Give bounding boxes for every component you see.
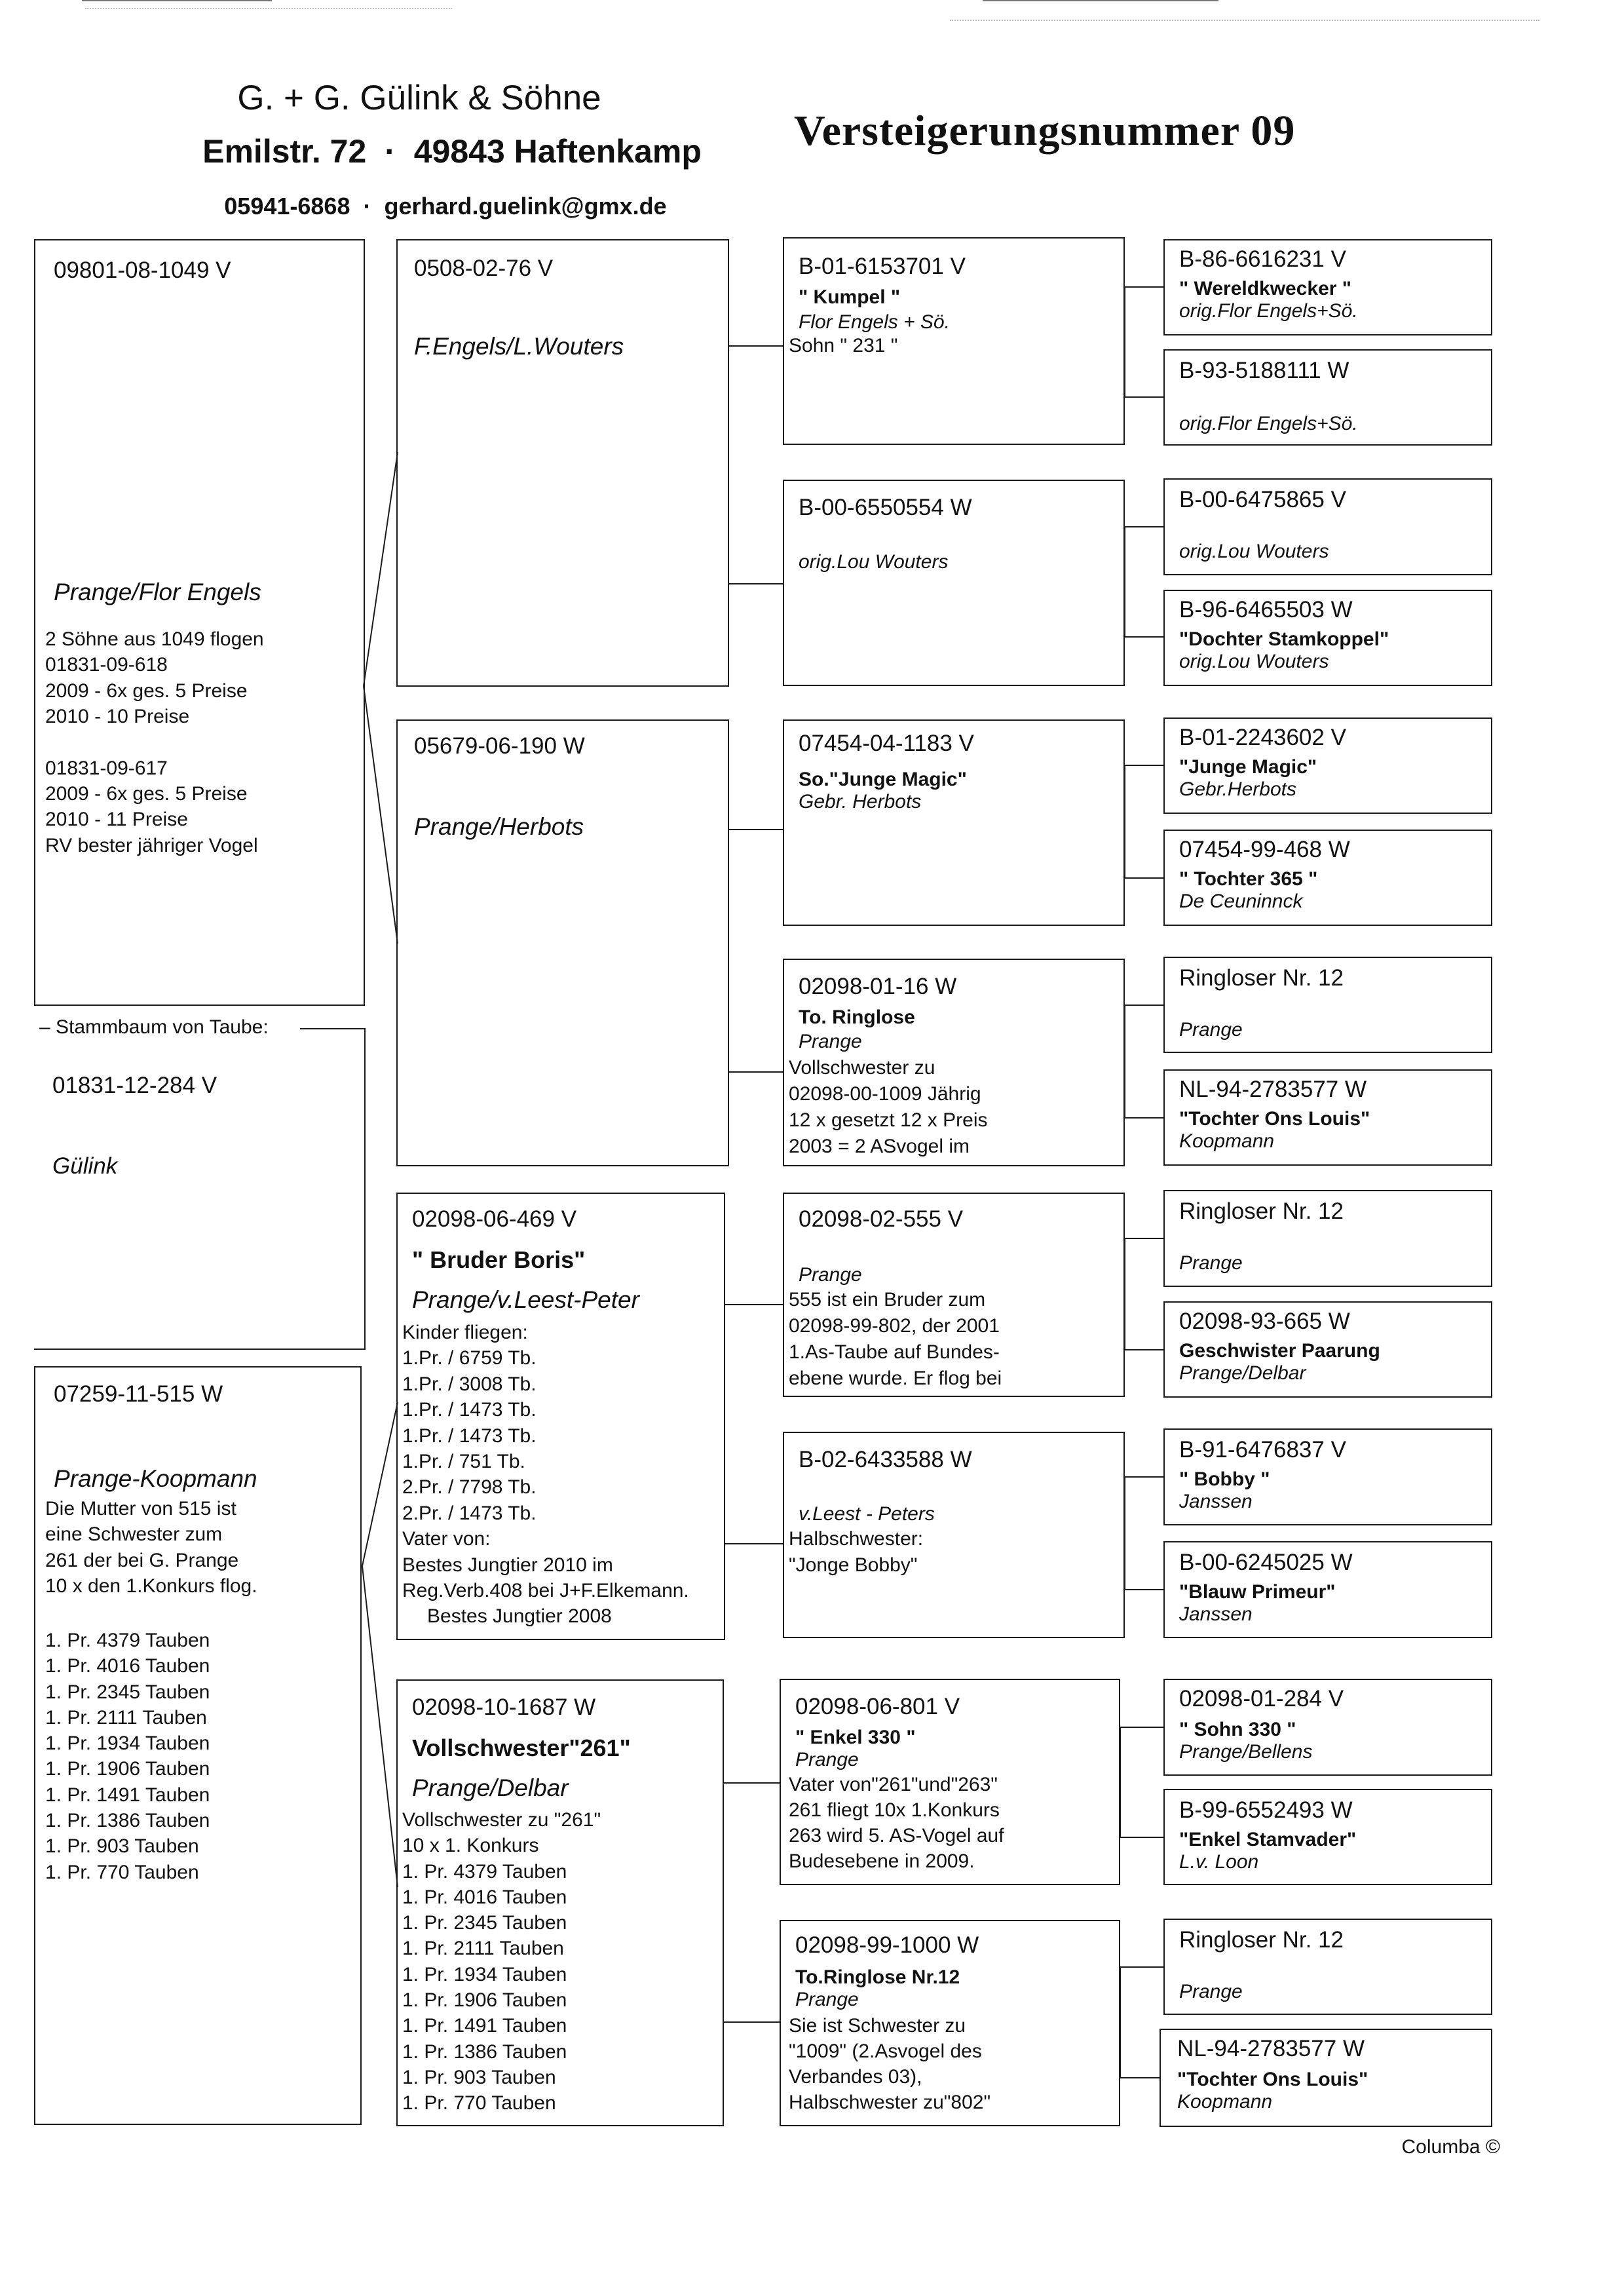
origin: Prange/Flor Engels — [54, 579, 261, 605]
note-line: 555 ist ein Bruder zum — [789, 1289, 986, 1311]
ring-number: 07259-11-515 W — [54, 1381, 223, 1407]
note-line: Vater von: — [402, 1528, 491, 1550]
note-line: Vollschwester zu — [789, 1057, 935, 1079]
note-line: 1.Pr. / 6759 Tb. — [402, 1347, 537, 1369]
mother-card — [34, 1366, 362, 2125]
origin: orig.Lou Wouters — [1179, 541, 1329, 562]
pigeon-name: "Junge Magic" — [1179, 756, 1317, 778]
dam-notes — [402, 1807, 601, 2116]
dam-card — [396, 1679, 724, 2126]
gen3-notes — [789, 1055, 988, 1160]
gen3-card — [783, 959, 1125, 1166]
note-line: Reg.Verb.408 bei J+F.Elkemann. — [402, 1580, 689, 1602]
note-line: 263 wird 5. AS-Vogel auf — [789, 1825, 1004, 1846]
origin: Flor Engels + Sö. — [799, 311, 950, 333]
email-link[interactable]: gerhard.guelink@gmx.de — [384, 193, 667, 220]
pigeon-name: "Enkel Stamvader" — [1179, 1829, 1357, 1850]
gen4-card — [1163, 1428, 1492, 1525]
pigeon-name: " Kumpel " — [799, 286, 901, 308]
pigeon-name: " Tochter 365 " — [1179, 868, 1318, 890]
gen3-card — [780, 1920, 1120, 2126]
ring-number: 07454-99-468 W — [1179, 837, 1350, 862]
ring-number: 02098-06-801 V — [795, 1694, 960, 1719]
note-line: 1. Pr. 4016 Tauben — [402, 1886, 567, 1908]
origin: Prange/Herbots — [414, 813, 584, 840]
origin: Prange — [799, 1031, 862, 1052]
note-line: Bestes Jungtier 2008 — [427, 1605, 612, 1628]
pigeon-name: To. Ringlose — [799, 1006, 915, 1028]
connector — [723, 1782, 780, 1784]
note-line: 1. Pr. 2111 Tauben — [402, 1938, 564, 1960]
breeder-address — [157, 131, 747, 172]
gen4-card — [1163, 1190, 1492, 1287]
prize-line: 1. Pr. 4379 Tauben — [45, 1630, 210, 1651]
origin: Prange/Bellens — [1179, 1741, 1313, 1763]
gen3-card — [780, 1679, 1120, 1885]
prize-line: 1. Pr. 1906 Tauben — [45, 1758, 210, 1780]
sire-card — [396, 1193, 725, 1640]
note-line: "Jonge Bobby" — [789, 1554, 918, 1576]
pigeon-name: " Wereldkwecker " — [1179, 278, 1352, 299]
note-line: 1. Pr. 770 Tauben — [402, 2092, 556, 2114]
ring-number: 02098-02-555 V — [799, 1206, 964, 1232]
note-line: Die Mutter von 515 ist — [45, 1498, 236, 1520]
pigeon-name: "Blauw Primeur" — [1179, 1581, 1336, 1603]
father-card — [396, 239, 729, 687]
stammbaum-rule — [34, 1349, 366, 1350]
pigeon-name: Vollschwester"261" — [412, 1734, 631, 1761]
gen4-card — [1163, 1919, 1492, 2015]
pigeon-name: So."Junge Magic" — [799, 769, 967, 790]
prize-line: 1. Pr. 4016 Tauben — [45, 1655, 210, 1677]
pigeon-name: Geschwister Paarung — [1179, 1340, 1380, 1362]
ring-number: 02098-01-284 V — [1179, 1686, 1344, 1712]
ring-number: 05679-06-190 W — [414, 733, 585, 759]
note-line: 02098-00-1009 Jährig — [789, 1083, 981, 1105]
gen4-card — [1163, 349, 1492, 446]
origin: orig.Lou Wouters — [1179, 651, 1329, 672]
origin: F.Engels/L.Wouters — [414, 333, 624, 360]
note-line: 1. Pr. 2345 Tauben — [402, 1912, 567, 1934]
mother-notes — [45, 1496, 257, 1599]
note-line: Kinder fliegen: — [402, 1322, 528, 1343]
note-line: RV bester jähriger Vogel — [45, 834, 258, 856]
origin: Prange-Koopmann — [54, 1465, 257, 1492]
note-line: 2.Pr. / 7798 Tb. — [402, 1476, 537, 1499]
ring-number: 02098-99-1000 W — [795, 1932, 979, 1958]
note-line: 2 Söhne aus 1049 flogen — [45, 628, 264, 650]
street: Emilstr. 72 — [202, 133, 367, 170]
origin: Prange — [795, 1749, 859, 1770]
ring-number: 0508-02-76 V — [414, 256, 554, 281]
phone: 05941-6868 — [224, 193, 350, 220]
note-line: Sohn " 231 " — [789, 335, 898, 356]
origin: Prange/Delbar — [1179, 1362, 1306, 1384]
origin: Prange — [795, 1989, 859, 2010]
gen4-card — [1163, 718, 1492, 814]
note-line: 1.Pr. / 3008 Tb. — [402, 1373, 537, 1395]
note-line: 1. Pr. 1491 Tauben — [402, 2015, 567, 2037]
note-line: Verbandes 03), — [789, 2066, 922, 2088]
connector — [725, 1304, 783, 1305]
scan-artifact — [85, 8, 452, 9]
scan-artifact — [950, 20, 1539, 21]
prize-line: 1. Pr. 1491 Tauben — [45, 1784, 210, 1806]
note-line: 261 fliegt 10x 1.Konkurs — [789, 1799, 1000, 1821]
gen4-card — [1163, 830, 1492, 926]
note-line: "1009" (2.Asvogel des — [789, 2040, 982, 2062]
note-line: Halbschwester zu"802" — [789, 2092, 991, 2113]
note-line: Vater von"261"und"263" — [789, 1774, 998, 1795]
gen3-card — [783, 1193, 1125, 1397]
connector — [728, 1071, 783, 1073]
performance-notes — [45, 626, 264, 858]
ring-number: 02098-93-665 W — [1179, 1309, 1350, 1334]
stammbaum-origin: Gülink — [52, 1153, 118, 1179]
note-line: 1.As-Taube auf Bundes- — [789, 1341, 1000, 1363]
ring-number: B-00-6245025 W — [1179, 1550, 1353, 1575]
note-line: 1. Pr. 1934 Tauben — [402, 1963, 567, 1985]
origin: orig.Lou Wouters — [799, 551, 949, 573]
breeder-name: G. + G. Gülink & Söhne — [237, 79, 601, 117]
city: 49843 Haftenkamp — [413, 133, 702, 170]
ring-number: 02098-10-1687 W — [412, 1694, 596, 1720]
gen3-card — [783, 719, 1125, 926]
origin: Prange — [1179, 1981, 1243, 2002]
ring-number: B-00-6550554 W — [799, 495, 972, 520]
note-line: Sie ist Schwester zu — [789, 2015, 966, 2037]
gen4-card — [1163, 590, 1492, 686]
note-line: Bestes Jungtier 2010 im — [402, 1554, 613, 1576]
note-line: 10 x den 1.Konkurs flog. — [45, 1575, 257, 1598]
note-line: ebene wurde. Er flog bei — [789, 1368, 1002, 1389]
note-line: 2009 - 6x ges. 5 Preise — [45, 783, 248, 805]
note-line: 2010 - 10 Preise — [45, 706, 190, 728]
connector — [728, 583, 783, 584]
note-line: 02098-99-802, der 2001 — [789, 1315, 1000, 1337]
origin: Koopmann — [1179, 1130, 1275, 1152]
gen3-notes — [789, 1772, 1004, 1874]
prize-line: 1. Pr. 770 Tauben — [45, 1861, 199, 1883]
ring-number: B-99-6552493 W — [1179, 1797, 1353, 1823]
ring-number: 02098-06-469 V — [412, 1206, 577, 1232]
note-line: 2010 - 11 Preise — [45, 809, 188, 831]
pigeon-name: " Bruder Boris" — [412, 1246, 586, 1273]
prize-line: 1. Pr. 1386 Tauben — [45, 1810, 210, 1832]
note-line: 1.Pr. / 1473 Tb. — [402, 1425, 537, 1447]
stammbaum-ring-number: 01831-12-284 V — [52, 1073, 217, 1098]
gen4-card — [1163, 1789, 1492, 1885]
ring-number: B-01-6153701 V — [799, 254, 966, 279]
origin: Prange — [1179, 1019, 1243, 1041]
ring-number: NL-94-2783577 W — [1177, 2036, 1365, 2061]
connector — [728, 345, 783, 347]
note-line: 01831-09-617 — [45, 757, 168, 779]
connector — [728, 829, 783, 830]
ring-number: Ringloser Nr. 12 — [1179, 1927, 1344, 1953]
scan-artifact — [983, 0, 1218, 1]
ring-number: Ringloser Nr. 12 — [1179, 1198, 1344, 1224]
gen4-card — [1163, 1679, 1492, 1776]
note-line: 1.Pr. / 751 Tb. — [402, 1451, 525, 1473]
pigeon-name: "Tochter Ons Louis" — [1177, 2069, 1368, 2090]
ring-number: 02098-01-16 W — [799, 974, 957, 999]
note-line: 1. Pr. 903 Tauben — [402, 2066, 556, 2088]
ring-number: B-01-2243602 V — [1179, 725, 1346, 750]
note-line: Halbschwester: — [789, 1528, 924, 1550]
origin: orig.Flor Engels+Sö. — [1179, 300, 1358, 322]
gen3-notes — [789, 1526, 923, 1578]
gen4-card — [1163, 957, 1492, 1053]
note-line: 2.Pr. / 1473 Tb. — [402, 1502, 537, 1524]
origin: Gebr. Herbots — [799, 791, 922, 813]
origin: orig.Flor Engels+Sö. — [1179, 413, 1358, 434]
gen3-card — [783, 480, 1125, 686]
separator: · — [385, 133, 396, 170]
stammbaum-rule — [300, 1028, 366, 1029]
origin: Gebr.Herbots — [1179, 778, 1296, 800]
origin: Prange — [1179, 1252, 1243, 1274]
main-pigeon-card — [34, 239, 365, 1006]
gen4-card — [1163, 1541, 1492, 1638]
ring-number: 07454-04-1183 V — [799, 731, 974, 756]
note-line: 1. Pr. 1906 Tauben — [402, 1989, 567, 2012]
origin: Janssen — [1179, 1491, 1253, 1512]
pigeon-name: " Bobby " — [1179, 1468, 1270, 1490]
pigeon-name: " Sohn 330 " — [1179, 1719, 1296, 1740]
pigeon-name: " Enkel 330 " — [795, 1727, 916, 1748]
ring-number: NL-94-2783577 W — [1179, 1077, 1367, 1102]
ring-number: B-86-6616231 V — [1179, 246, 1346, 272]
pigeon-name: To.Ringlose Nr.12 — [795, 1966, 960, 1988]
note-line: eine Schwester zum — [45, 1523, 223, 1546]
ring-number: B-91-6476837 V — [1179, 1437, 1346, 1463]
copyright: Columba © — [1401, 2136, 1500, 2158]
gen3-notes — [789, 1287, 1002, 1392]
ring-number: B-93-5188111 W — [1179, 358, 1349, 383]
ring-number: B-00-6475865 V — [1179, 487, 1346, 512]
separator: · — [363, 193, 371, 220]
origin: Koopmann — [1177, 2091, 1273, 2113]
gen4-card — [1163, 1069, 1492, 1166]
origin: Prange/Delbar — [412, 1774, 569, 1801]
ring-number: 09801-08-1049 V — [54, 258, 231, 283]
scan-artifact — [82, 0, 272, 1]
prize-line: 1. Pr. 2345 Tauben — [45, 1681, 210, 1703]
note-line: Vollschwester zu "261" — [402, 1809, 601, 1831]
origin: Janssen — [1179, 1603, 1253, 1625]
ring-number: B-02-6433588 W — [799, 1447, 972, 1472]
gen4-card — [1163, 239, 1492, 335]
stammbaum-rule — [364, 1028, 366, 1349]
ring-number: Ringloser Nr. 12 — [1179, 965, 1344, 991]
gen3-card — [783, 237, 1125, 445]
note-line: 01831-09-618 — [45, 654, 168, 676]
connector — [725, 1543, 783, 1544]
note-line: 261 der bei G. Prange — [45, 1549, 239, 1571]
note-line: 2003 = 2 ASvogel im — [789, 1136, 970, 1157]
gen4-card — [1163, 478, 1492, 575]
auction-number: Versteigerungsnummer 09 — [794, 107, 1296, 155]
origin: Prange — [799, 1264, 862, 1286]
gen3-card — [783, 1432, 1125, 1638]
prize-line: 1. Pr. 1934 Tauben — [45, 1732, 210, 1755]
gen4-card — [1163, 1301, 1492, 1398]
pigeon-name: "Tochter Ons Louis" — [1179, 1108, 1370, 1130]
note-line: 12 x gesetzt 12 x Preis — [789, 1109, 988, 1131]
prize-line: 1. Pr. 2111 Tauben — [45, 1706, 207, 1729]
connector — [723, 2021, 780, 2023]
pigeon-name: "Dochter Stamkoppel" — [1179, 628, 1389, 650]
note-line: 1. Pr. 1386 Tauben — [402, 2040, 567, 2063]
gen3-notes — [789, 2013, 990, 2115]
note-line: Budesebene in 2009. — [789, 1850, 975, 1872]
origin: De Ceuninnck — [1179, 890, 1303, 912]
origin: v.Leest - Peters — [799, 1503, 935, 1525]
note-line: 10 x 1. Konkurs — [402, 1835, 539, 1857]
grandmother-card — [396, 719, 729, 1166]
breeder-contact — [164, 190, 727, 223]
ring-number: B-96-6465503 W — [1179, 597, 1353, 622]
stammbaum-label: – Stammbaum von Taube: — [39, 1016, 269, 1038]
sire-notes — [402, 1320, 689, 1630]
prize-line: 1. Pr. 903 Tauben — [45, 1835, 199, 1858]
gen4-card — [1160, 2029, 1492, 2127]
mother-prizes — [45, 1628, 210, 1885]
origin: Prange/v.Leest-Peter — [412, 1286, 639, 1313]
note-line: 1.Pr. / 1473 Tb. — [402, 1399, 537, 1421]
note-line: 2009 - 6x ges. 5 Preise — [45, 679, 248, 702]
origin: L.v. Loon — [1179, 1851, 1259, 1873]
note-line: 1. Pr. 4379 Tauben — [402, 1860, 567, 1883]
